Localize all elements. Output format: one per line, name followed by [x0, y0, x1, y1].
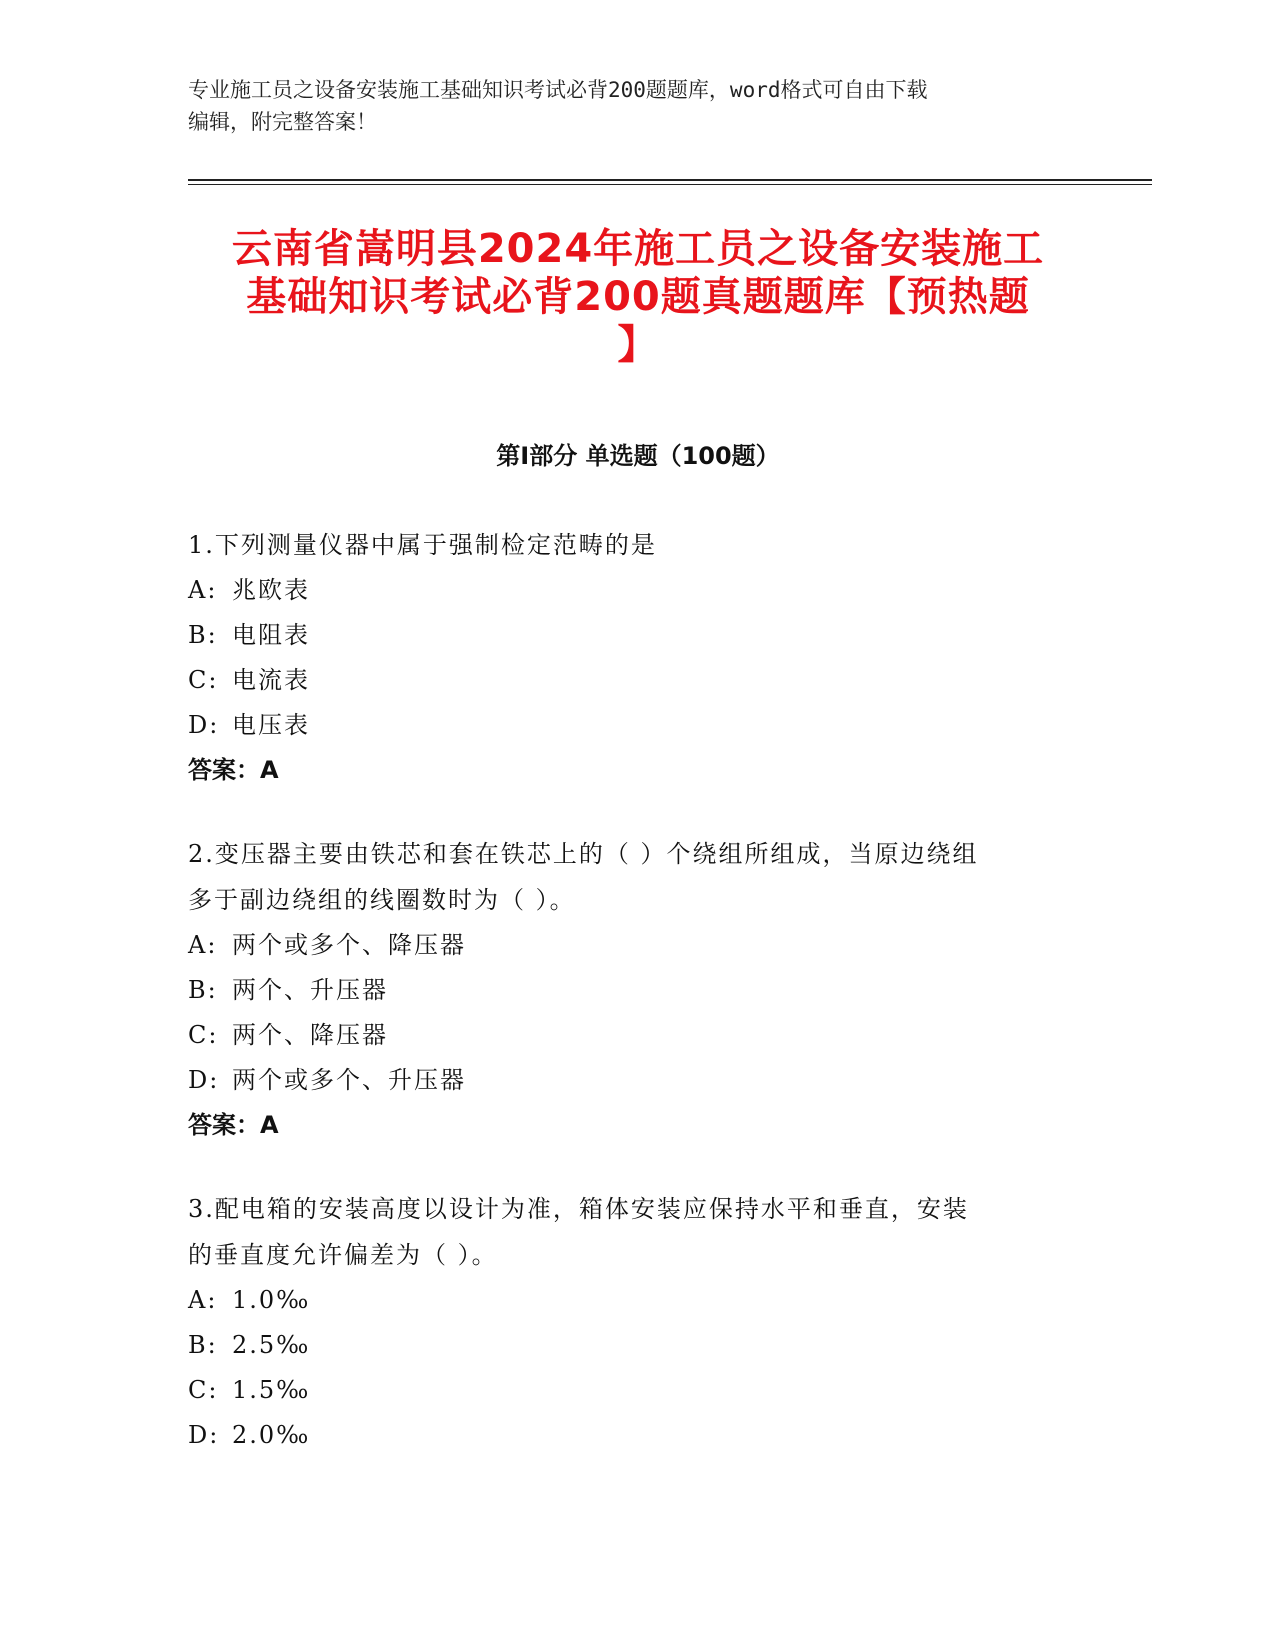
- question-stem-line: 3.配电箱的安装高度以设计为准，箱体安装应保持水平和垂直，安装: [188, 1195, 969, 1223]
- option-text: 电阻表: [232, 621, 310, 649]
- question-item: [188, 522, 1088, 793]
- option-key: A:: [188, 576, 218, 604]
- question-stem-line: 2.变压器主要由铁芯和套在铁芯上的（ ）个绕组所组成，当原边绕组: [188, 840, 979, 868]
- question-option: [188, 1413, 1088, 1458]
- option-text: 电流表: [232, 666, 310, 694]
- option-text: 两个、升压器: [232, 976, 388, 1004]
- document-title: [178, 225, 1098, 369]
- title-line-3: 】: [617, 322, 659, 368]
- question-stem-line: 的垂直度允许偏差为（ ）。: [188, 1241, 498, 1269]
- question-option: [188, 568, 1088, 613]
- question-option: [188, 1278, 1088, 1323]
- option-text: 1.0‰: [232, 1286, 311, 1314]
- option-text: 两个或多个、降压器: [232, 931, 466, 959]
- option-text: 电压表: [232, 711, 310, 739]
- title-line-2: 基础知识考试必背200题真题题库【预热题: [246, 274, 1030, 320]
- question-option: [188, 1013, 1088, 1058]
- option-key: A:: [188, 1286, 218, 1314]
- question-item: [188, 1186, 1088, 1458]
- question-option: [188, 923, 1088, 968]
- option-key: B:: [188, 1331, 218, 1359]
- option-key: D:: [188, 1066, 220, 1094]
- header-line-1: 专业施工员之设备安装施工基础知识考试必背200题题库，word格式可自由下载: [188, 78, 928, 102]
- question-option: [188, 658, 1088, 703]
- question-list: [188, 522, 1088, 1496]
- question-option: [188, 1058, 1088, 1103]
- option-key: B:: [188, 976, 218, 1004]
- question-item: [188, 831, 1088, 1148]
- header-divider-thin: [188, 184, 1152, 185]
- question-option: [188, 1323, 1088, 1368]
- option-text: 两个或多个、升压器: [232, 1066, 466, 1094]
- title-line-1: 云南省嵩明县2024年施工员之设备安装施工: [231, 226, 1045, 272]
- option-key: D:: [188, 1421, 220, 1449]
- header-line-2: 编辑，附完整答案！: [188, 110, 377, 134]
- question-option: [188, 703, 1088, 748]
- option-key: B:: [188, 621, 218, 649]
- option-text: 两个、降压器: [232, 1021, 388, 1049]
- question-stem-line: 多于副边绕组的线圈数时为（ ）。: [188, 886, 576, 914]
- option-text: 1.5‰: [232, 1376, 311, 1404]
- option-key: D:: [188, 711, 220, 739]
- question-option: [188, 1368, 1088, 1413]
- answer-line: 答案：A: [188, 756, 279, 784]
- option-key: C:: [188, 666, 219, 694]
- option-text: 兆欧表: [232, 576, 310, 604]
- option-text: 2.5‰: [232, 1331, 311, 1359]
- question-option: [188, 968, 1088, 1013]
- option-key: C:: [188, 1376, 219, 1404]
- option-key: A:: [188, 931, 218, 959]
- option-key: C:: [188, 1021, 219, 1049]
- header-divider-thick: [188, 179, 1152, 181]
- option-text: 2.0‰: [232, 1421, 311, 1449]
- section-heading: 第I部分 单选题（100题）: [496, 442, 780, 470]
- document-header: [188, 74, 1088, 138]
- answer-line: 答案：A: [188, 1111, 279, 1139]
- question-stem-line: 1.下列测量仪器中属于强制检定范畴的是: [188, 531, 657, 559]
- question-option: [188, 613, 1088, 658]
